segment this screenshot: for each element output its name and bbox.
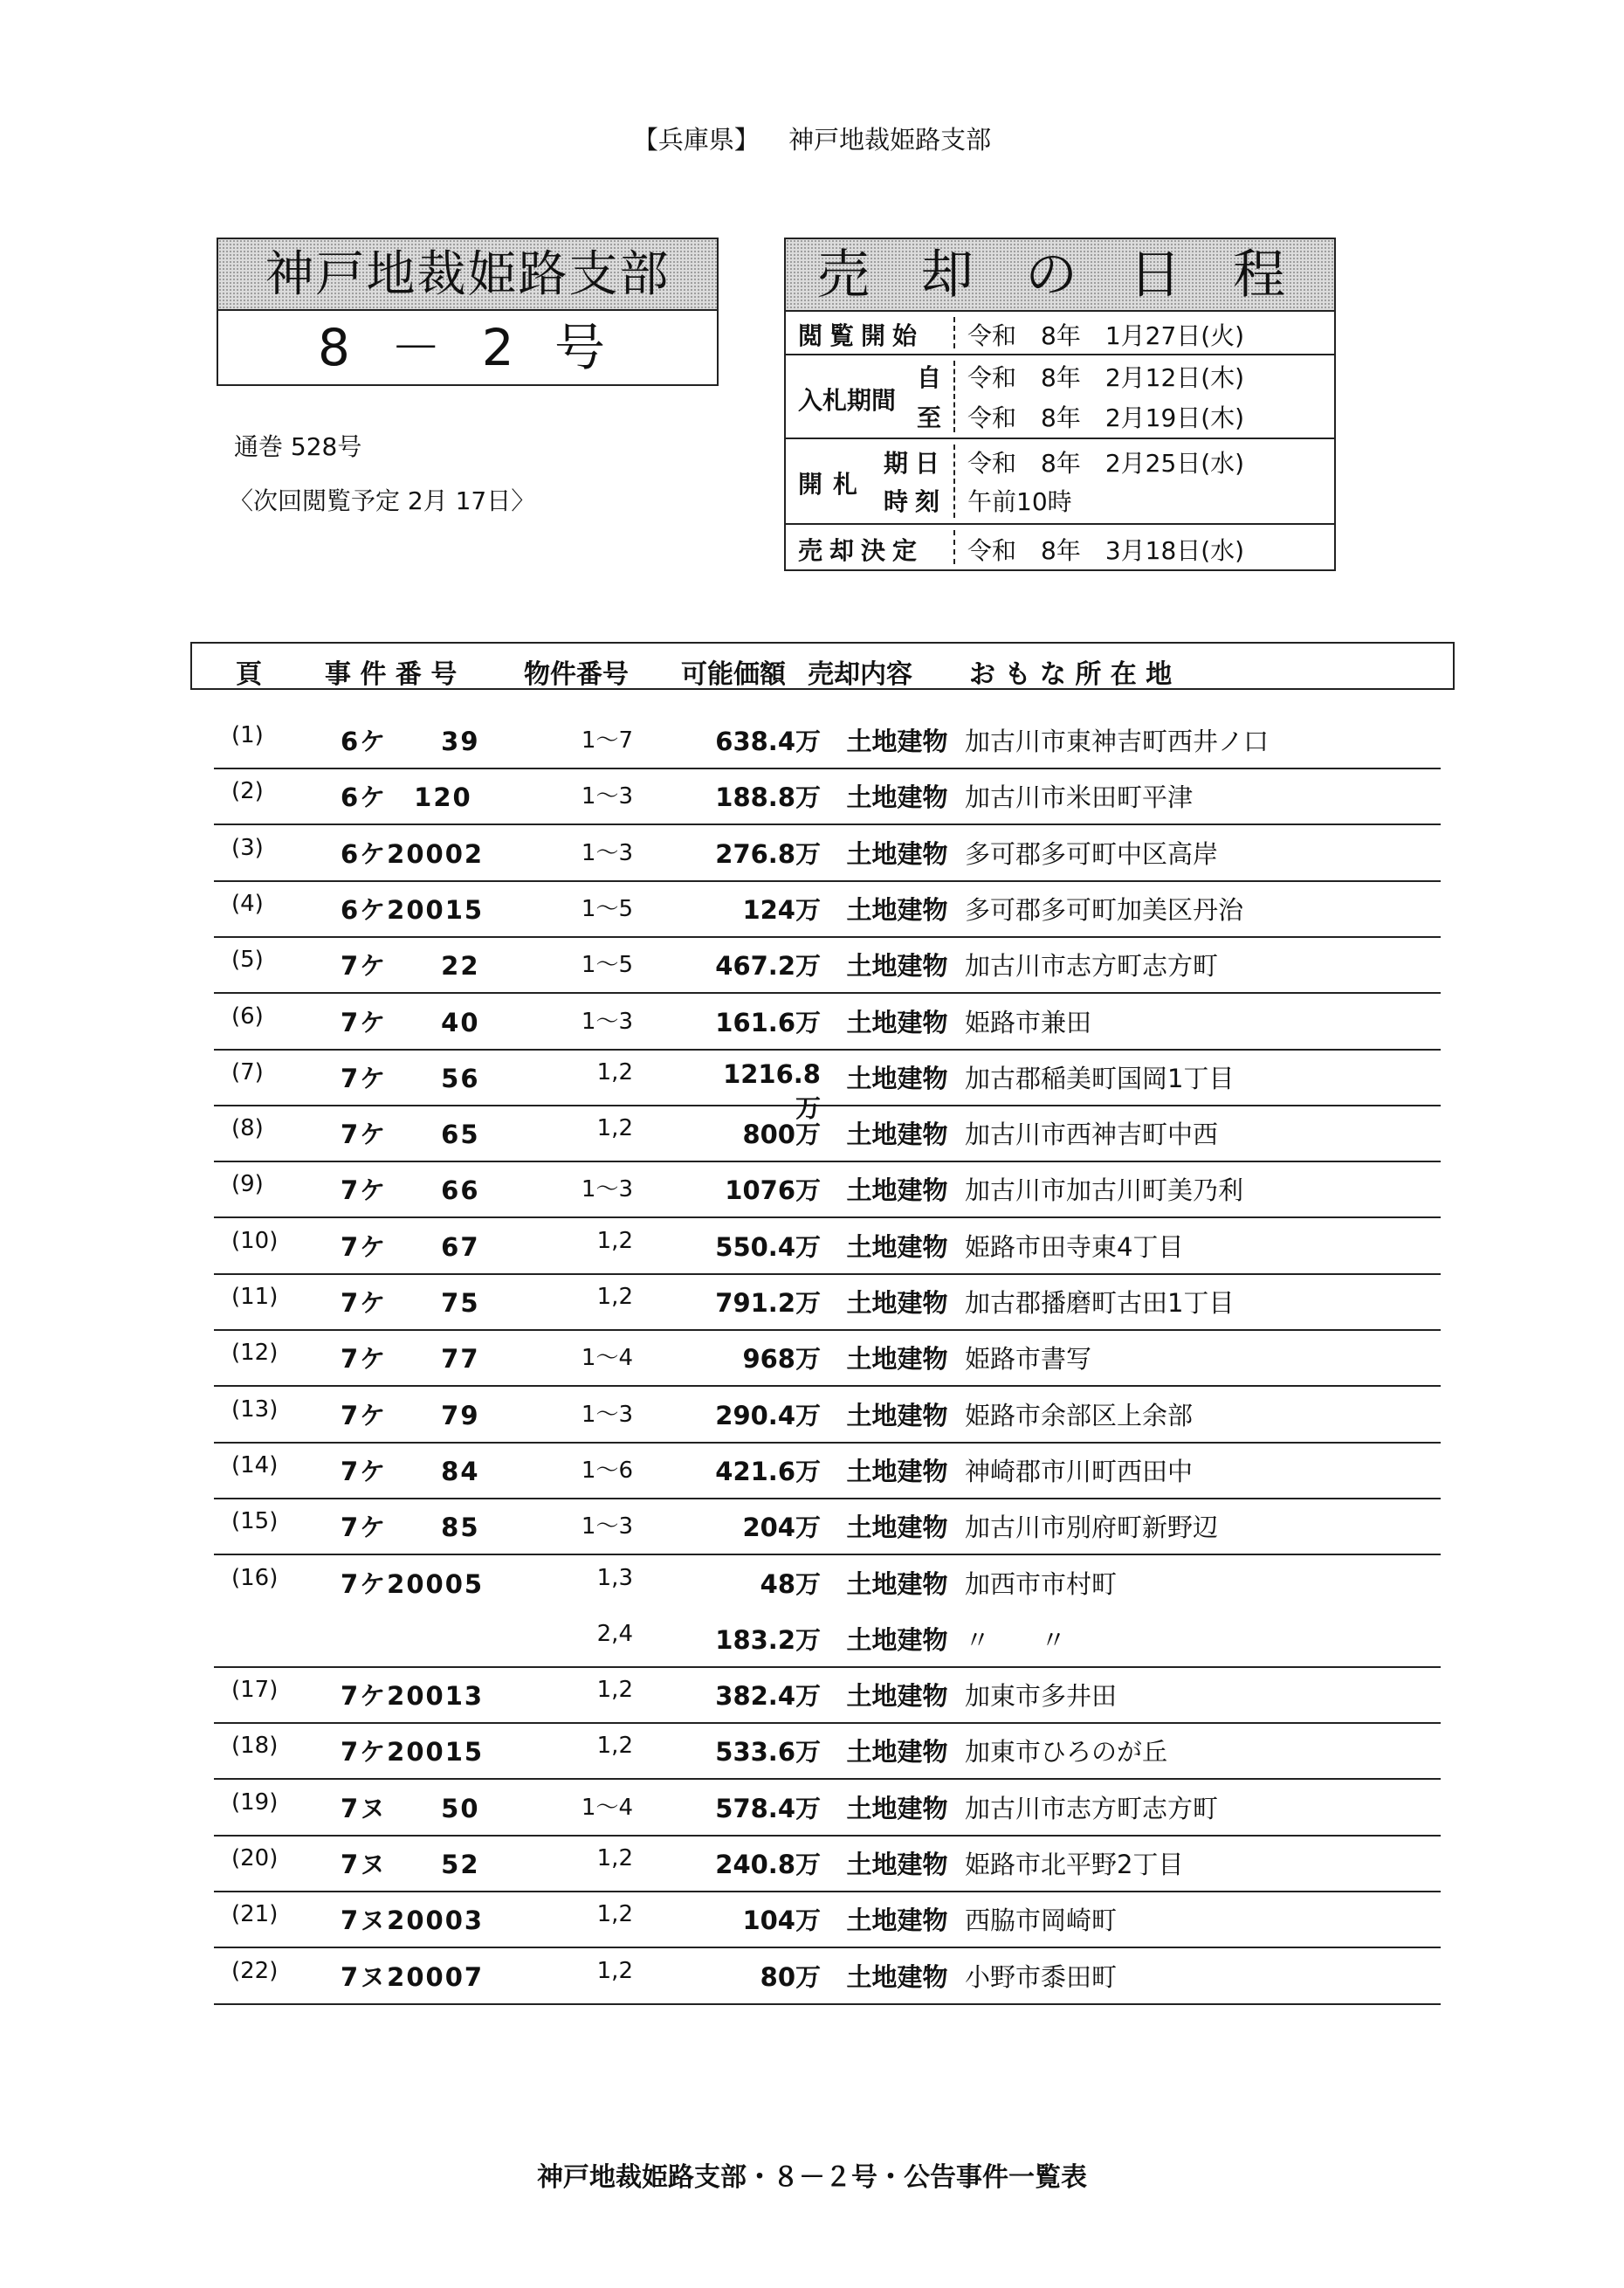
row-location: 加古川市加古川町美乃利 <box>965 1175 1244 1206</box>
header-type: 売却内容 <box>808 659 912 690</box>
row-price: 183.2万 <box>715 1624 821 1655</box>
header-case: 事 件 番 号 <box>325 659 458 690</box>
row-object-number: 1,2 <box>596 1284 633 1310</box>
table-row <box>214 1779 1441 1837</box>
row-case-number: 7ケ 40 <box>341 1007 480 1037</box>
court-box-title: 神戸地裁姫路支部 <box>218 239 717 311</box>
row-object-number: 1,3 <box>596 1564 633 1591</box>
row-case-number: 7ケ 67 <box>341 1231 480 1262</box>
table-row <box>214 1722 1441 1780</box>
row-page: (10) <box>231 1227 279 1254</box>
row-case-number: 7ケ 56 <box>341 1063 480 1093</box>
table-row <box>214 936 1441 994</box>
row-sale-type: 土地建物 <box>846 1063 948 1093</box>
row-location: 加西市市村町 <box>965 1568 1118 1599</box>
court-box <box>217 238 719 386</box>
table-row <box>214 1666 1441 1724</box>
row-location: 加東市多井田 <box>965 1681 1118 1712</box>
table-row <box>214 1947 1441 2005</box>
dashed-divider <box>953 361 955 432</box>
row-object-number: 1～3 <box>581 1401 633 1428</box>
row-location: 加古川市別府町新野辺 <box>965 1513 1219 1543</box>
row-object-number: 1～3 <box>581 1513 633 1540</box>
table-row <box>214 1049 1441 1123</box>
row-sale-type: 土地建物 <box>846 1344 948 1375</box>
table-row <box>214 1610 1441 1668</box>
row-sale-type: 土地建物 <box>846 1681 948 1712</box>
decision-label: 売却決定 <box>798 536 925 565</box>
row-price: 80万 <box>760 1961 821 1992</box>
table-row <box>214 1329 1441 1387</box>
view-start-value: 令和 8年 1月27日(火) <box>967 321 1245 350</box>
table-header <box>190 642 1455 690</box>
opening-time-value: 午前10時 <box>967 487 1072 516</box>
row-page: (2) <box>231 778 264 805</box>
row-price: 467.2万 <box>715 951 821 982</box>
row-location: 加古川市志方町志方町 <box>965 951 1219 982</box>
issue-number: 8 － 2 号 <box>317 318 618 377</box>
row-page: (18) <box>231 1733 279 1760</box>
table-row <box>214 824 1441 882</box>
row-object-number: 1～3 <box>581 783 633 810</box>
row-location: 西脇市岡崎町 <box>965 1906 1118 1936</box>
bid-to-value: 令和 8年 2月19日(木) <box>967 403 1245 432</box>
row-case-number: 7ケ20015 <box>341 1737 485 1768</box>
row-case-number: 7ヌ 52 <box>341 1850 480 1879</box>
row-location: 姫路市兼田 <box>965 1007 1092 1037</box>
schedule-row-view-start <box>786 310 1334 354</box>
table-row <box>214 993 1441 1051</box>
bid-from-label: 自 <box>917 363 942 392</box>
row-sale-type: 土地建物 <box>846 1737 948 1768</box>
table-row <box>214 1161 1441 1218</box>
row-case-number: 7ケ20005 <box>341 1568 485 1599</box>
row-sale-type: 土地建物 <box>846 727 948 756</box>
row-location: 神崎郡市川町西田中 <box>965 1456 1194 1486</box>
row-page: (11) <box>231 1284 279 1310</box>
table-row <box>214 1386 1441 1444</box>
row-case-number: 7ヌ20003 <box>341 1906 485 1936</box>
table-row <box>214 768 1441 825</box>
table-row <box>214 880 1441 938</box>
page-header <box>0 121 1624 156</box>
row-page: (8) <box>231 1115 264 1142</box>
table-row <box>214 1498 1441 1555</box>
schedule-row-opening <box>786 438 1334 523</box>
row-price: 124万 <box>742 894 821 925</box>
row-price: 276.8万 <box>715 838 821 869</box>
row-location: 小野市黍田町 <box>965 1961 1118 1992</box>
row-page: (9) <box>231 1171 264 1198</box>
row-sale-type: 土地建物 <box>846 1850 948 1879</box>
row-sale-type: 土地建物 <box>846 1624 948 1655</box>
opening-date-value: 令和 8年 2月25日(水) <box>967 449 1245 478</box>
row-location: 加古川市米田町平津 <box>965 782 1194 813</box>
row-page: (1) <box>231 722 264 748</box>
row-price: 968万 <box>742 1344 821 1375</box>
row-case-number: 7ケ 75 <box>341 1288 480 1318</box>
court-label: 神戸地裁姫路支部 <box>788 125 992 155</box>
row-sale-type: 土地建物 <box>846 1961 948 1992</box>
row-page: (15) <box>231 1508 279 1535</box>
row-sale-type: 土地建物 <box>846 1513 948 1543</box>
bid-to-label: 至 <box>917 403 942 432</box>
row-case-number: 7ケ 77 <box>341 1344 480 1375</box>
table-row <box>214 1442 1441 1499</box>
row-sale-type: 土地建物 <box>846 1175 948 1206</box>
table-row <box>214 1273 1441 1331</box>
row-object-number: 1～5 <box>581 895 633 922</box>
row-case-number: 6ケ 39 <box>341 727 480 756</box>
header-price: 可能価額 <box>681 659 786 690</box>
table-row <box>214 1217 1441 1275</box>
row-object-number: 1,2 <box>596 1733 633 1760</box>
row-sale-type: 土地建物 <box>846 1288 948 1318</box>
row-sale-type: 土地建物 <box>846 1793 948 1823</box>
row-sale-type: 土地建物 <box>846 951 948 982</box>
header-location: お も な 所 在 地 <box>969 659 1173 690</box>
volume-number: 通巻 528号 <box>234 432 362 461</box>
row-case-number: 7ケ 66 <box>341 1175 480 1206</box>
row-page: (12) <box>231 1340 279 1367</box>
row-sale-type: 土地建物 <box>846 894 948 925</box>
row-sale-type: 土地建物 <box>846 1231 948 1262</box>
row-page: (14) <box>231 1451 279 1478</box>
row-object-number: 1～4 <box>581 1345 633 1372</box>
row-location: 加古川市西神吉町中西 <box>965 1120 1219 1150</box>
row-object-number: 1～7 <box>581 727 633 754</box>
row-case-number: 7ケ 65 <box>341 1120 480 1150</box>
row-price: 161.6万 <box>715 1007 821 1037</box>
row-case-number: 7ケ 79 <box>341 1400 480 1430</box>
row-case-number: 7ヌ 50 <box>341 1793 480 1823</box>
row-location: 加古川市志方町志方町 <box>965 1793 1219 1823</box>
dashed-divider <box>953 530 955 564</box>
row-page: (17) <box>231 1677 279 1704</box>
row-sale-type: 土地建物 <box>846 1007 948 1037</box>
sale-schedule-box <box>784 238 1336 571</box>
row-page: (5) <box>231 947 264 974</box>
row-object-number: 1～3 <box>581 1008 633 1035</box>
row-sale-type: 土地建物 <box>846 838 948 869</box>
row-price: 1216.8万 <box>723 1058 821 1123</box>
row-sale-type: 土地建物 <box>846 1906 948 1936</box>
table-row <box>214 1554 1441 1610</box>
schedule-row-decision <box>786 523 1334 569</box>
row-price: 382.4万 <box>715 1681 821 1712</box>
row-location: 姫路市書写 <box>965 1344 1092 1375</box>
row-location: 姫路市田寺東4丁目 <box>965 1231 1184 1262</box>
row-price: 104万 <box>742 1906 821 1936</box>
row-page: (4) <box>231 890 264 917</box>
row-object-number: 1,2 <box>596 1227 633 1254</box>
row-case-number: 7ケ 85 <box>341 1513 480 1543</box>
opening-date-label: 期日 <box>884 449 947 478</box>
row-price: 240.8万 <box>715 1850 821 1879</box>
row-object-number: 1,2 <box>596 1677 633 1704</box>
row-object-number: 1,2 <box>596 1845 633 1871</box>
schedule-title: 売 却 の 日 程 <box>786 239 1334 312</box>
row-location: 加古川市東神吉町西井ノ口 <box>965 727 1270 756</box>
row-object-number: 2,4 <box>596 1620 633 1647</box>
opening-label: 開札 <box>798 470 869 499</box>
row-price: 550.4万 <box>715 1231 821 1262</box>
row-price: 290.4万 <box>715 1400 821 1430</box>
row-page: (16) <box>231 1564 279 1591</box>
row-location: 姫路市余部区上余部 <box>965 1400 1194 1430</box>
row-case-number: 7ヌ20007 <box>341 1961 485 1992</box>
row-case-number: 7ケ20013 <box>341 1681 485 1712</box>
dashed-divider <box>953 317 955 348</box>
row-sale-type: 土地建物 <box>846 1456 948 1486</box>
bid-from-value: 令和 8年 2月12日(木) <box>967 363 1245 392</box>
next-viewing-date: 〈次回閲覧予定 2月 17日〉 <box>229 486 536 515</box>
row-case-number: 6ケ 120 <box>341 782 472 813</box>
row-object-number: 1,2 <box>596 1058 633 1085</box>
row-object-number: 1,2 <box>596 1901 633 1928</box>
row-price: 48万 <box>760 1568 821 1599</box>
page-footer: 神戸地裁姫路支部・８－２号・公告事件一覧表 <box>537 2162 1087 2193</box>
table-row <box>214 1105 1441 1162</box>
schedule-row-bid-period <box>786 354 1334 438</box>
row-location: 加東市ひろのが丘 <box>965 1737 1168 1768</box>
row-object-number: 1～3 <box>581 1176 633 1203</box>
row-price: 204万 <box>742 1513 821 1543</box>
row-price: 800万 <box>742 1120 821 1150</box>
header-object: 物件番号 <box>524 659 629 690</box>
row-object-number: 1～5 <box>581 952 633 979</box>
row-case-number: 6ケ20002 <box>341 838 485 869</box>
row-page: (22) <box>231 1957 279 1984</box>
row-page: (7) <box>231 1058 264 1085</box>
opening-time-label: 時刻 <box>884 487 947 516</box>
row-case-number: 6ケ20015 <box>341 894 485 925</box>
view-start-label: 閲覧開始 <box>798 321 925 350</box>
row-page: (13) <box>231 1396 279 1423</box>
bid-period-label: 入札期間 <box>798 386 897 415</box>
row-location: 〃 〃 <box>965 1624 1067 1655</box>
row-case-number: 7ケ 22 <box>341 951 480 982</box>
decision-value: 令和 8年 3月18日(水) <box>967 536 1245 565</box>
prefecture-label: 【兵庫県】 <box>632 125 760 155</box>
row-location: 多可郡多可町中区高岸 <box>965 838 1219 869</box>
row-object-number: 1,2 <box>596 1115 633 1142</box>
row-price: 188.8万 <box>715 782 821 813</box>
table-row <box>214 1891 1441 1948</box>
row-price: 638.4万 <box>715 727 821 756</box>
row-case-number: 7ケ 84 <box>341 1456 480 1486</box>
row-object-number: 1～6 <box>581 1457 633 1484</box>
row-price: 791.2万 <box>715 1288 821 1318</box>
row-page: (21) <box>231 1901 279 1928</box>
table-row <box>214 712 1441 769</box>
row-location: 姫路市北平野2丁目 <box>965 1850 1184 1879</box>
row-price: 578.4万 <box>715 1793 821 1823</box>
row-object-number: 1～4 <box>581 1794 633 1821</box>
row-page: (20) <box>231 1845 279 1871</box>
row-price: 1076万 <box>725 1175 821 1206</box>
row-location: 多可郡多可町加美区丹治 <box>965 894 1244 925</box>
row-page: (6) <box>231 1003 264 1030</box>
row-page: (19) <box>231 1788 279 1816</box>
row-price: 421.6万 <box>715 1456 821 1486</box>
row-sale-type: 土地建物 <box>846 1400 948 1430</box>
row-location: 加古郡播磨町古田1丁目 <box>965 1288 1235 1318</box>
row-sale-type: 土地建物 <box>846 1568 948 1599</box>
row-object-number: 1,2 <box>596 1957 633 1984</box>
table-row <box>214 1835 1441 1892</box>
row-price: 533.6万 <box>715 1737 821 1768</box>
row-object-number: 1～3 <box>581 839 633 866</box>
row-page: (3) <box>231 834 264 861</box>
header-page: 頁 <box>236 659 262 690</box>
row-location: 加古郡稲美町国岡1丁目 <box>965 1063 1235 1093</box>
row-sale-type: 土地建物 <box>846 1120 948 1150</box>
dashed-divider <box>953 445 955 518</box>
row-sale-type: 土地建物 <box>846 782 948 813</box>
